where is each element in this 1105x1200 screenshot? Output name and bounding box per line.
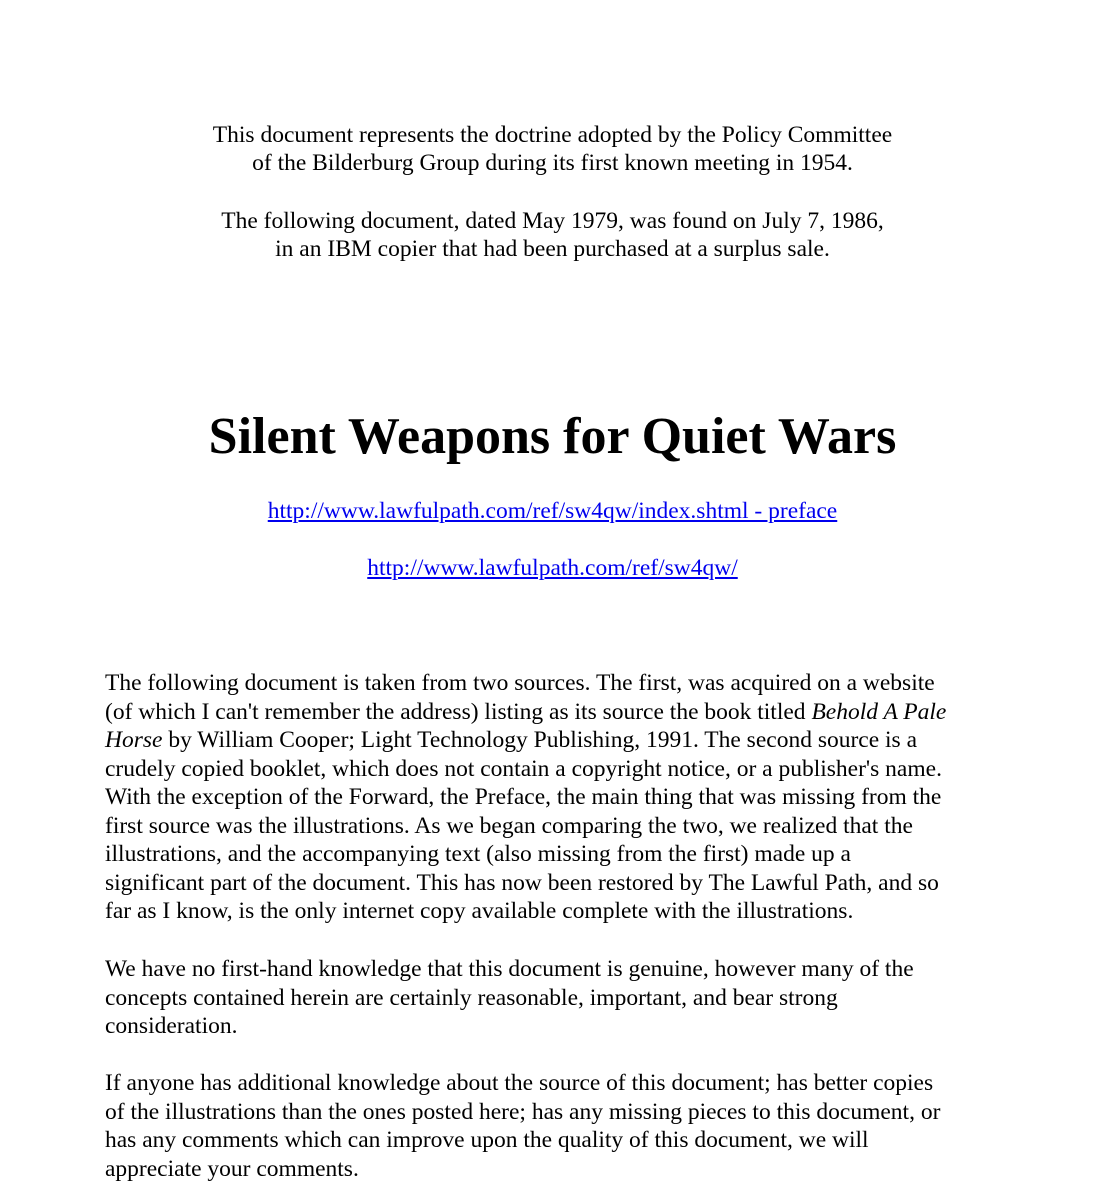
document-title: Silent Weapons for Quiet Wars — [208, 408, 897, 465]
intro-paragraph-1 — [0, 121, 1105, 177]
paragraph-line: If anyone has additional knowledge about the source of this document; has better copies — [105, 1070, 934, 1096]
authenticity-paragraph — [105, 955, 1005, 1041]
paragraph-line: We have no first-hand knowledge that this document is genuine, however many of the — [105, 956, 914, 982]
paragraph-line: consideration. — [105, 1013, 238, 1039]
paragraph-line: crudely copied booklet, which does not contain a copyright notice, or a publisher's name. — [105, 755, 942, 782]
paragraph-line: The following document is taken from two sources. The first, was acquired on a website — [105, 670, 935, 696]
paragraph-line — [105, 726, 1005, 755]
intro-line: The following document, dated May 1979, was found on July 7, 1986, — [221, 208, 884, 234]
paragraph-line: first source was the illustrations. As we began comparing the two, we realized that the — [105, 812, 913, 839]
paragraph-line: has any comments which can improve upon the quality of this document, we will — [105, 1127, 869, 1153]
intro-paragraph-2 — [0, 207, 1105, 263]
paragraph-line: illustrations, and the accompanying text (also missing from the first) made up a — [105, 841, 851, 867]
request-paragraph — [105, 1069, 1005, 1183]
paragraph-line-text: (of which I can't remember the address) listing as its source the book titled — [105, 698, 812, 725]
paragraph-line-text: by William Cooper; Light Technology Publishing, 1991. The second source is a — [168, 727, 918, 753]
intro-line: in an IBM copier that had been purchased at a surplus sale. — [275, 236, 830, 262]
paragraph-line: significant part of the document. This has now been restored by The Lawful Path, and so — [105, 869, 939, 896]
preface-link-line — [0, 497, 1105, 525]
paragraph-line: With the exception of the Forward, the Preface, the main thing that was missing from the — [105, 784, 942, 810]
paragraph-line: far as I know, is the only internet copy available complete with the illustrations. — [105, 898, 854, 924]
paragraph-line — [105, 698, 1005, 727]
paragraph-line: appreciate your comments. — [105, 1155, 359, 1182]
paragraph-line: of the illustrations than the ones posted here; has any missing pieces to this document, or — [105, 1098, 941, 1125]
book-title: Horse — [105, 727, 163, 753]
sw4qw-link-line — [0, 554, 1105, 582]
book-title: Behold A Pale — [811, 698, 947, 725]
sources-paragraph — [105, 669, 1005, 926]
preface-link[interactable]: http://www.lawfulpath.com/ref/sw4qw/index.shtml - preface — [267, 498, 838, 524]
paragraph-line: concepts contained herein are certainly reasonable, important, and bear strong — [105, 984, 838, 1011]
intro-line: of the Bilderburg Group during its first known meeting in 1954. — [252, 150, 853, 176]
intro-line: This document represents the doctrine adopted by the Policy Committee — [212, 122, 893, 148]
sw4qw-link[interactable]: http://www.lawfulpath.com/ref/sw4qw/ — [367, 555, 738, 581]
